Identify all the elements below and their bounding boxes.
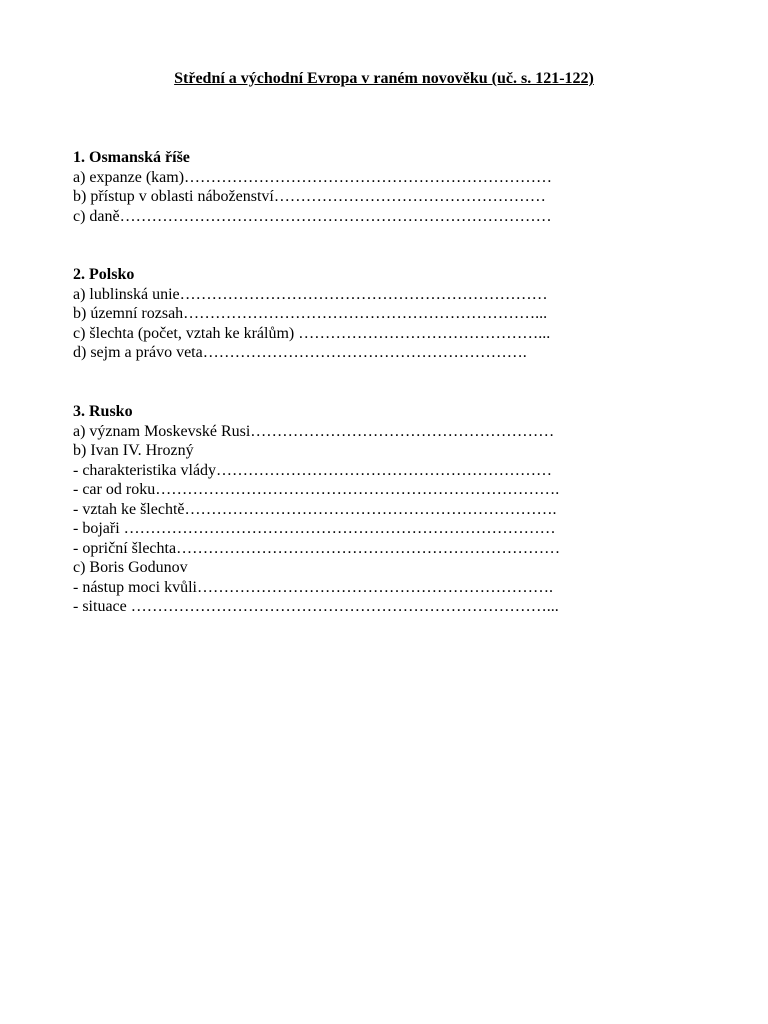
- question-line: - opriční šlechta………………………………………………………………: [73, 539, 561, 557]
- question-line: a) význam Moskevské Rusi…………………………………………………: [73, 422, 555, 440]
- section-polsko: [73, 265, 713, 363]
- section-heading: 1. Osmanská říše: [73, 149, 190, 166]
- question-line: - charakteristika vlády………………………………………………………: [73, 461, 553, 479]
- question-line: b) Ivan IV. Hrozný: [73, 442, 194, 459]
- question-line: d) sejm a právo veta…………………………………………………….: [73, 344, 527, 361]
- question-line: - nástup moci kvůli………………………………………………………….: [73, 578, 553, 596]
- question-line: a) expanze (kam)……………………………………………………………: [73, 168, 553, 186]
- question-line: b) územní rozsah…………………………………………………………...: [73, 305, 548, 322]
- question-line: c) Boris Godunov: [73, 559, 188, 576]
- question-line: c) daně………………………………………………………………………: [73, 207, 552, 225]
- question-line: - car od roku………………………………………………………………….: [73, 481, 560, 498]
- question-line: a) lublinská unie……………………………………………………………: [73, 285, 548, 303]
- document-title: Střední a východní Evropa v raném novověku (uč. s. 121-122): [174, 70, 594, 87]
- section-osmanska-rise: [73, 148, 713, 226]
- question-line: - vztah ke šlechtě…………………………………………………………….: [73, 500, 557, 518]
- section-heading: 2. Polsko: [73, 266, 135, 283]
- section-heading: 3. Rusko: [73, 403, 133, 420]
- question-line: c) šlechta (počet, vztah ke králům) ………………………………………...: [73, 324, 551, 342]
- question-line: - situace ……………………………………………………………………...: [73, 598, 559, 615]
- question-line: b) přístup v oblasti náboženství……………………………………………: [73, 188, 546, 205]
- section-rusko: [73, 402, 713, 617]
- question-line: - bojaři ………………………………………………………………………: [73, 520, 556, 537]
